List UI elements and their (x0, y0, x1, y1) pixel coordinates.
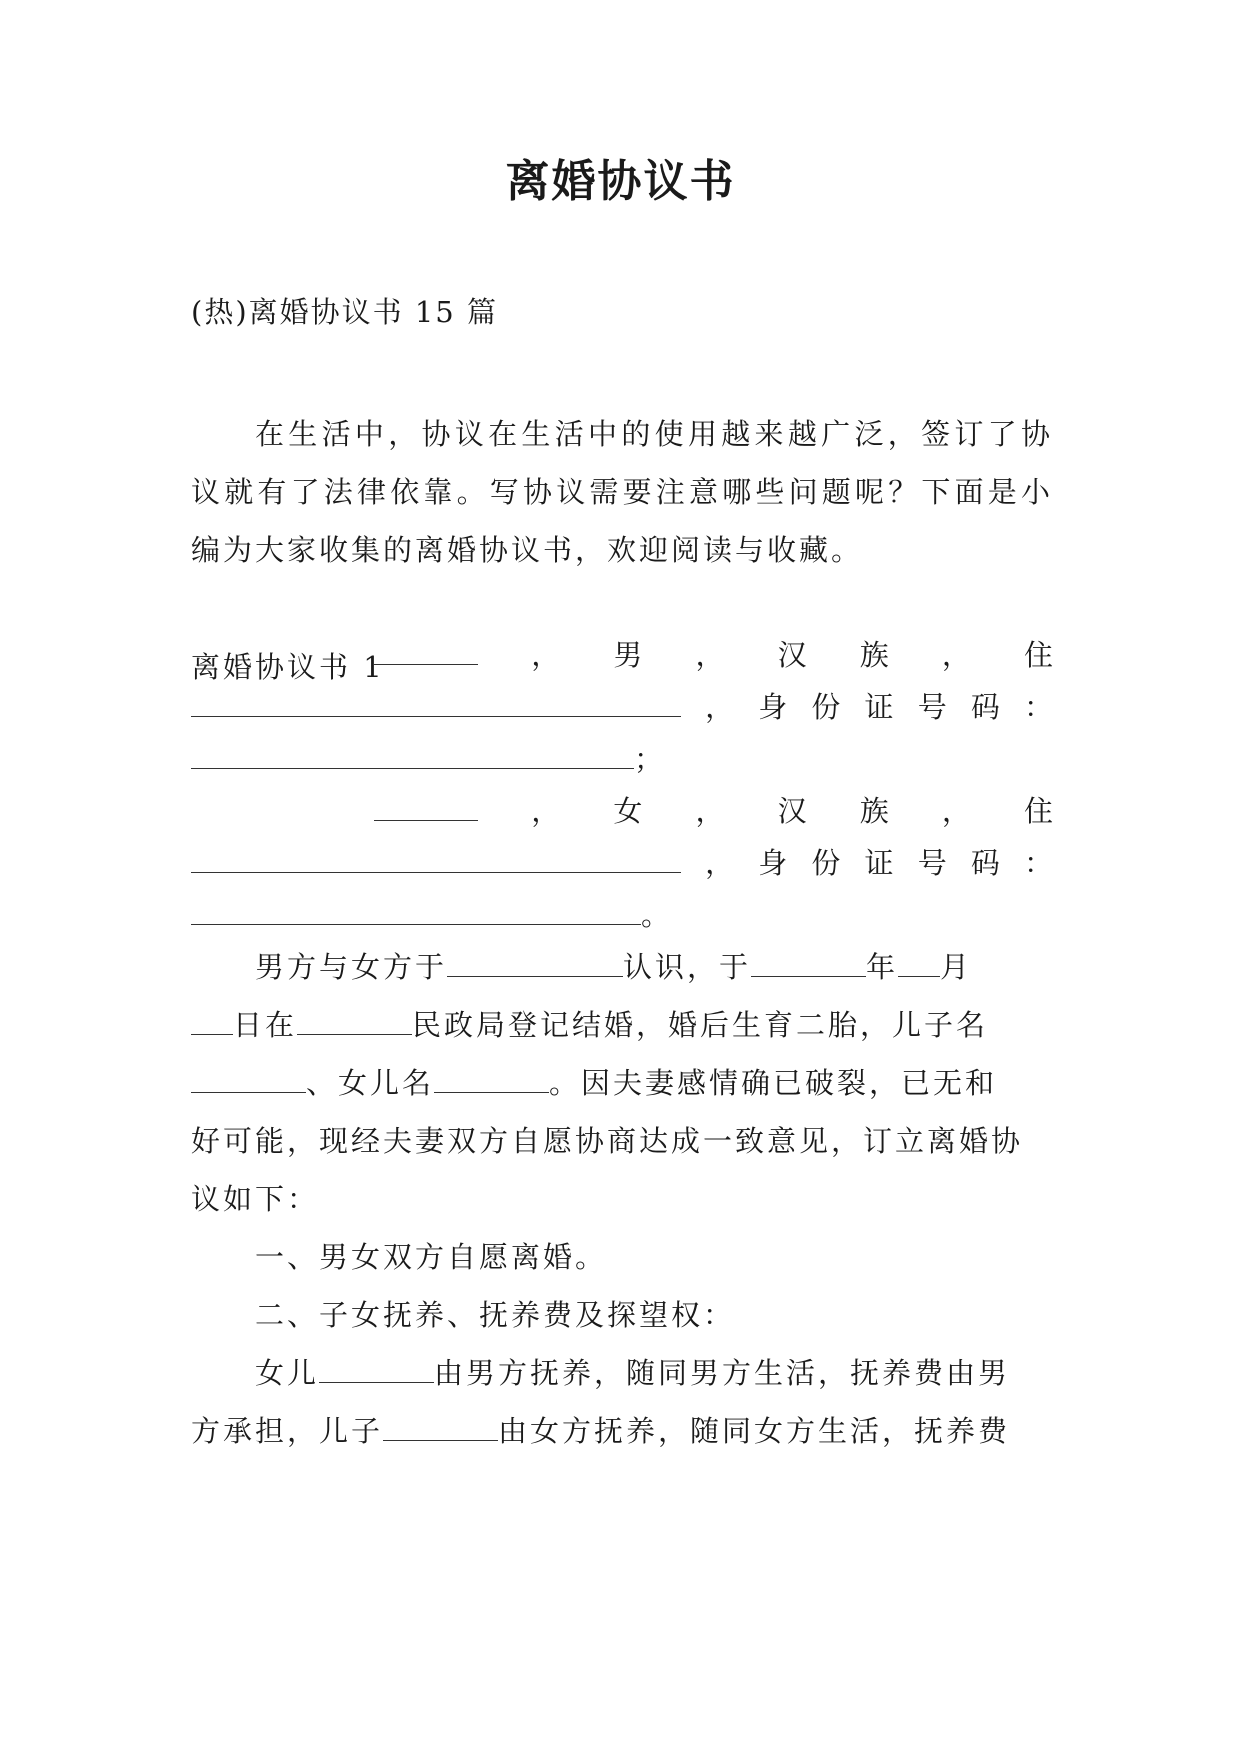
body-line: 方承担，儿子 由女方抚养，随同女方生活，抚养费 (191, 1414, 1011, 1448)
id-label-char: 身 (758, 690, 788, 724)
document-subtitle: (热)离婚协议书 15 篇 (191, 295, 498, 329)
id-label-char: 码 (970, 690, 1000, 724)
male-row-char: 男 (613, 638, 643, 672)
male-address-line (191, 687, 1053, 727)
daughter-name-blank (434, 1066, 549, 1093)
son-blank (383, 1414, 498, 1441)
day-blank (191, 1008, 233, 1035)
female-party-line (191, 791, 1053, 831)
id-label-char: 号 (917, 690, 947, 724)
clause-2: 二、子女抚养、抚养费及探望权： (255, 1298, 736, 1332)
male-address-blank (191, 688, 681, 717)
id-label-char: 份 (811, 846, 841, 880)
intro-paragraph: 在生活中，协议在生活中的使用越来越广泛，签订了协议就有了法律依靠。写协议需要注意哪些问题呢？下面是小编为大家收集的离婚协议书，欢迎阅读与收藏。 (191, 417, 1053, 567)
male-id-line (191, 739, 1053, 779)
female-row-char: ， (695, 794, 725, 828)
id-label-char: 证 (864, 690, 894, 724)
body-line: 男方与女方于 认识，于 年 月 (255, 950, 973, 984)
female-address-line (191, 843, 1053, 883)
id-label-char: 证 (864, 846, 894, 880)
female-row-char: ， (941, 794, 971, 828)
body-line: 日在 民政局登记结婚，婚后生育二胎，儿子名 (191, 996, 1053, 1054)
female-id-end: 。 (641, 898, 671, 932)
male-row-char: ， (941, 638, 971, 672)
daughter-blank (319, 1356, 434, 1383)
id-label-char: ， (705, 690, 735, 724)
male-party-line (191, 635, 1053, 675)
female-row-char: 汉 (777, 794, 807, 828)
id-label-char: 份 (811, 690, 841, 724)
body-line: 好可能，现经夫妻双方自愿协商达成一致意见，订立离婚协 (191, 1124, 1024, 1158)
body-line: 、女儿名 。因夫妻感情确已破裂，已无和 (191, 1054, 1053, 1112)
female-id-blank (191, 896, 641, 925)
year-blank (751, 950, 866, 977)
female-row-char: 住 (1023, 794, 1053, 828)
female-row-char: 族 (859, 794, 889, 828)
meeting-date-blank (447, 950, 623, 977)
male-name-blank (374, 636, 478, 665)
document-title: 离婚协议书 (505, 156, 736, 207)
female-row-char: 女 (613, 794, 643, 828)
female-address-blank (191, 844, 681, 873)
female-row-char: ， (531, 794, 561, 828)
male-id-blank (191, 740, 634, 769)
agreement-body (191, 938, 1053, 1460)
month-blank (898, 950, 940, 977)
id-label-char: 身 (758, 846, 788, 880)
male-row-char: 族 (859, 638, 889, 672)
female-id-line (191, 895, 1053, 935)
id-label-char: 号 (917, 846, 947, 880)
male-row-char: 汉 (777, 638, 807, 672)
bureau-blank (297, 1008, 412, 1035)
son-name-blank (191, 1066, 306, 1093)
section-heading: 离婚协议书 1 (191, 650, 385, 684)
male-row-char: ， (695, 638, 725, 672)
body-line: 议如下： (191, 1182, 320, 1216)
female-name-blank (374, 792, 478, 821)
male-row-char: ， (531, 638, 561, 672)
male-id-end: ； (634, 742, 664, 776)
clause-1: 一、男女双方自愿离婚。 (255, 1240, 608, 1274)
id-label-char: ： (1023, 690, 1053, 724)
id-label-char: 码 (970, 846, 1000, 880)
id-label-char: ： (1023, 846, 1053, 880)
male-row-char: 住 (1023, 638, 1053, 672)
id-label-char: ， (705, 846, 735, 880)
body-line: 女儿 由男方抚养，随同男方生活，抚养费由男 (255, 1356, 1011, 1390)
